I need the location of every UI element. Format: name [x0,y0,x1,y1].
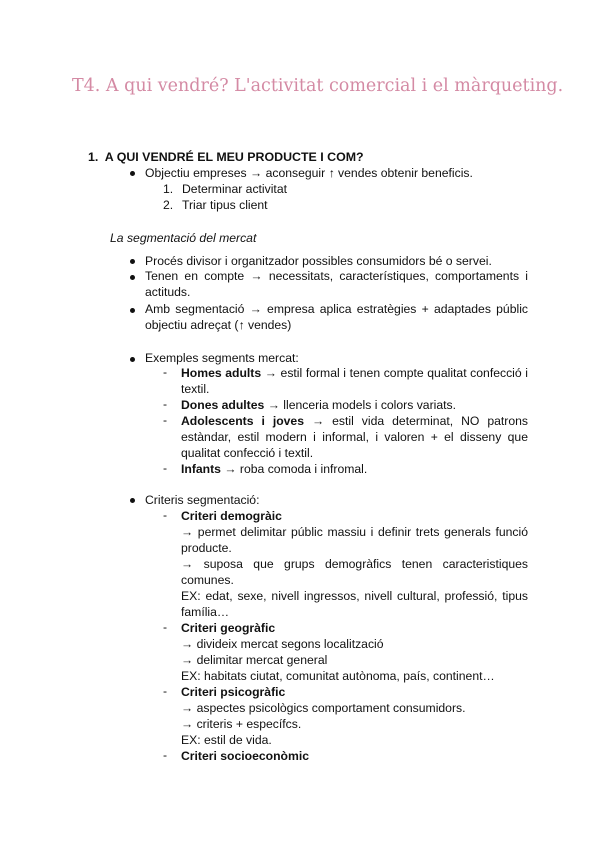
document-title: T4. A qui vendré? L'activitat comercial i el màrqueting. [72,76,564,96]
criterion-name: Criteri psicogràfic [181,685,286,699]
subsection-title: La segmentació del mercat [110,231,257,245]
criterion-line: → criteris + específcs. [181,717,302,731]
step-number: 1. [163,182,174,196]
objective-text: Objectiu empreses → aconseguir ↑ vendes obtenir beneficis. [145,166,473,180]
example-item: Adolescents i joves → estil vida determinat, NO patrons estàndar, estil modern i informal, i valoren + el disseny que qualitat confecció i textil. [181,414,529,460]
example-item: Infants → roba comoda i infromal. [181,462,368,476]
segmentation-bullet: Amb segmentació → empresa aplica estratègies + adaptades públic objectiu adreçat (↑ vendes) [145,302,528,332]
dash-marker: - [163,748,168,762]
bullet-icon [130,308,135,313]
step-item: Determinar activitat [182,182,287,196]
criterion-name: Criteri demogràic [181,509,282,523]
criterion-line: EX: estil de vida. [181,733,272,747]
bullet-icon [130,275,135,280]
example-item: Homes adults → estil formal i tenen compte qualitat confecció i textil. [181,366,528,396]
examples-title: Exemples segments mercat: [145,351,299,365]
dash-marker: - [163,684,168,698]
dash-marker: - [163,397,168,411]
step-item: Triar tipus client [182,198,268,212]
criterion-line: EX: habitats ciutat, comunitat autònoma, país, continent… [181,669,495,683]
criterion-line: → divideix mercat segons localització [181,637,384,651]
criterion-name: Criteri socioeconòmic [181,749,310,763]
segmentation-bullet: Tenen en compte → necessitats, característiques, comportaments i actituds. [145,269,528,299]
criterion-line: → permet delimitar públic massiu i definir trets generals funció producte. [181,525,528,555]
dash-marker: - [163,365,168,379]
dash-marker: - [163,508,168,522]
dash-marker: - [163,461,168,475]
step-number: 2. [163,198,174,212]
section-number: 1. [88,150,99,164]
criterion-line: EX: edat, sexe, nivell ingressos, nivell cultural, professió, tipus família… [181,589,528,619]
segmentation-bullet: Procés divisor i organitzador possibles consumidors bé o servei. [145,254,492,268]
bullet-icon [130,171,135,176]
criterion-line: → aspectes psicològics comportament consumidors. [181,701,466,715]
criterion-line: → delimitar mercat general [181,653,328,667]
criterion-line: → suposa que grups demogràfics tenen caracteristiques comunes. [181,557,528,587]
example-item: Dones adultes → llenceria models i colors variats. [181,398,456,412]
dash-marker: - [163,413,168,427]
bullet-icon [130,357,135,362]
criteria-title: Criteris segmentació: [145,493,260,507]
bullet-icon [130,259,135,264]
section-heading [88,150,364,164]
dash-marker: - [163,620,168,634]
bullet-icon [130,498,135,503]
criterion-name: Criteri geogràfic [181,621,276,635]
section-heading-text: A QUI VENDRÉ EL MEU PRODUCTE I COM? [104,150,364,164]
